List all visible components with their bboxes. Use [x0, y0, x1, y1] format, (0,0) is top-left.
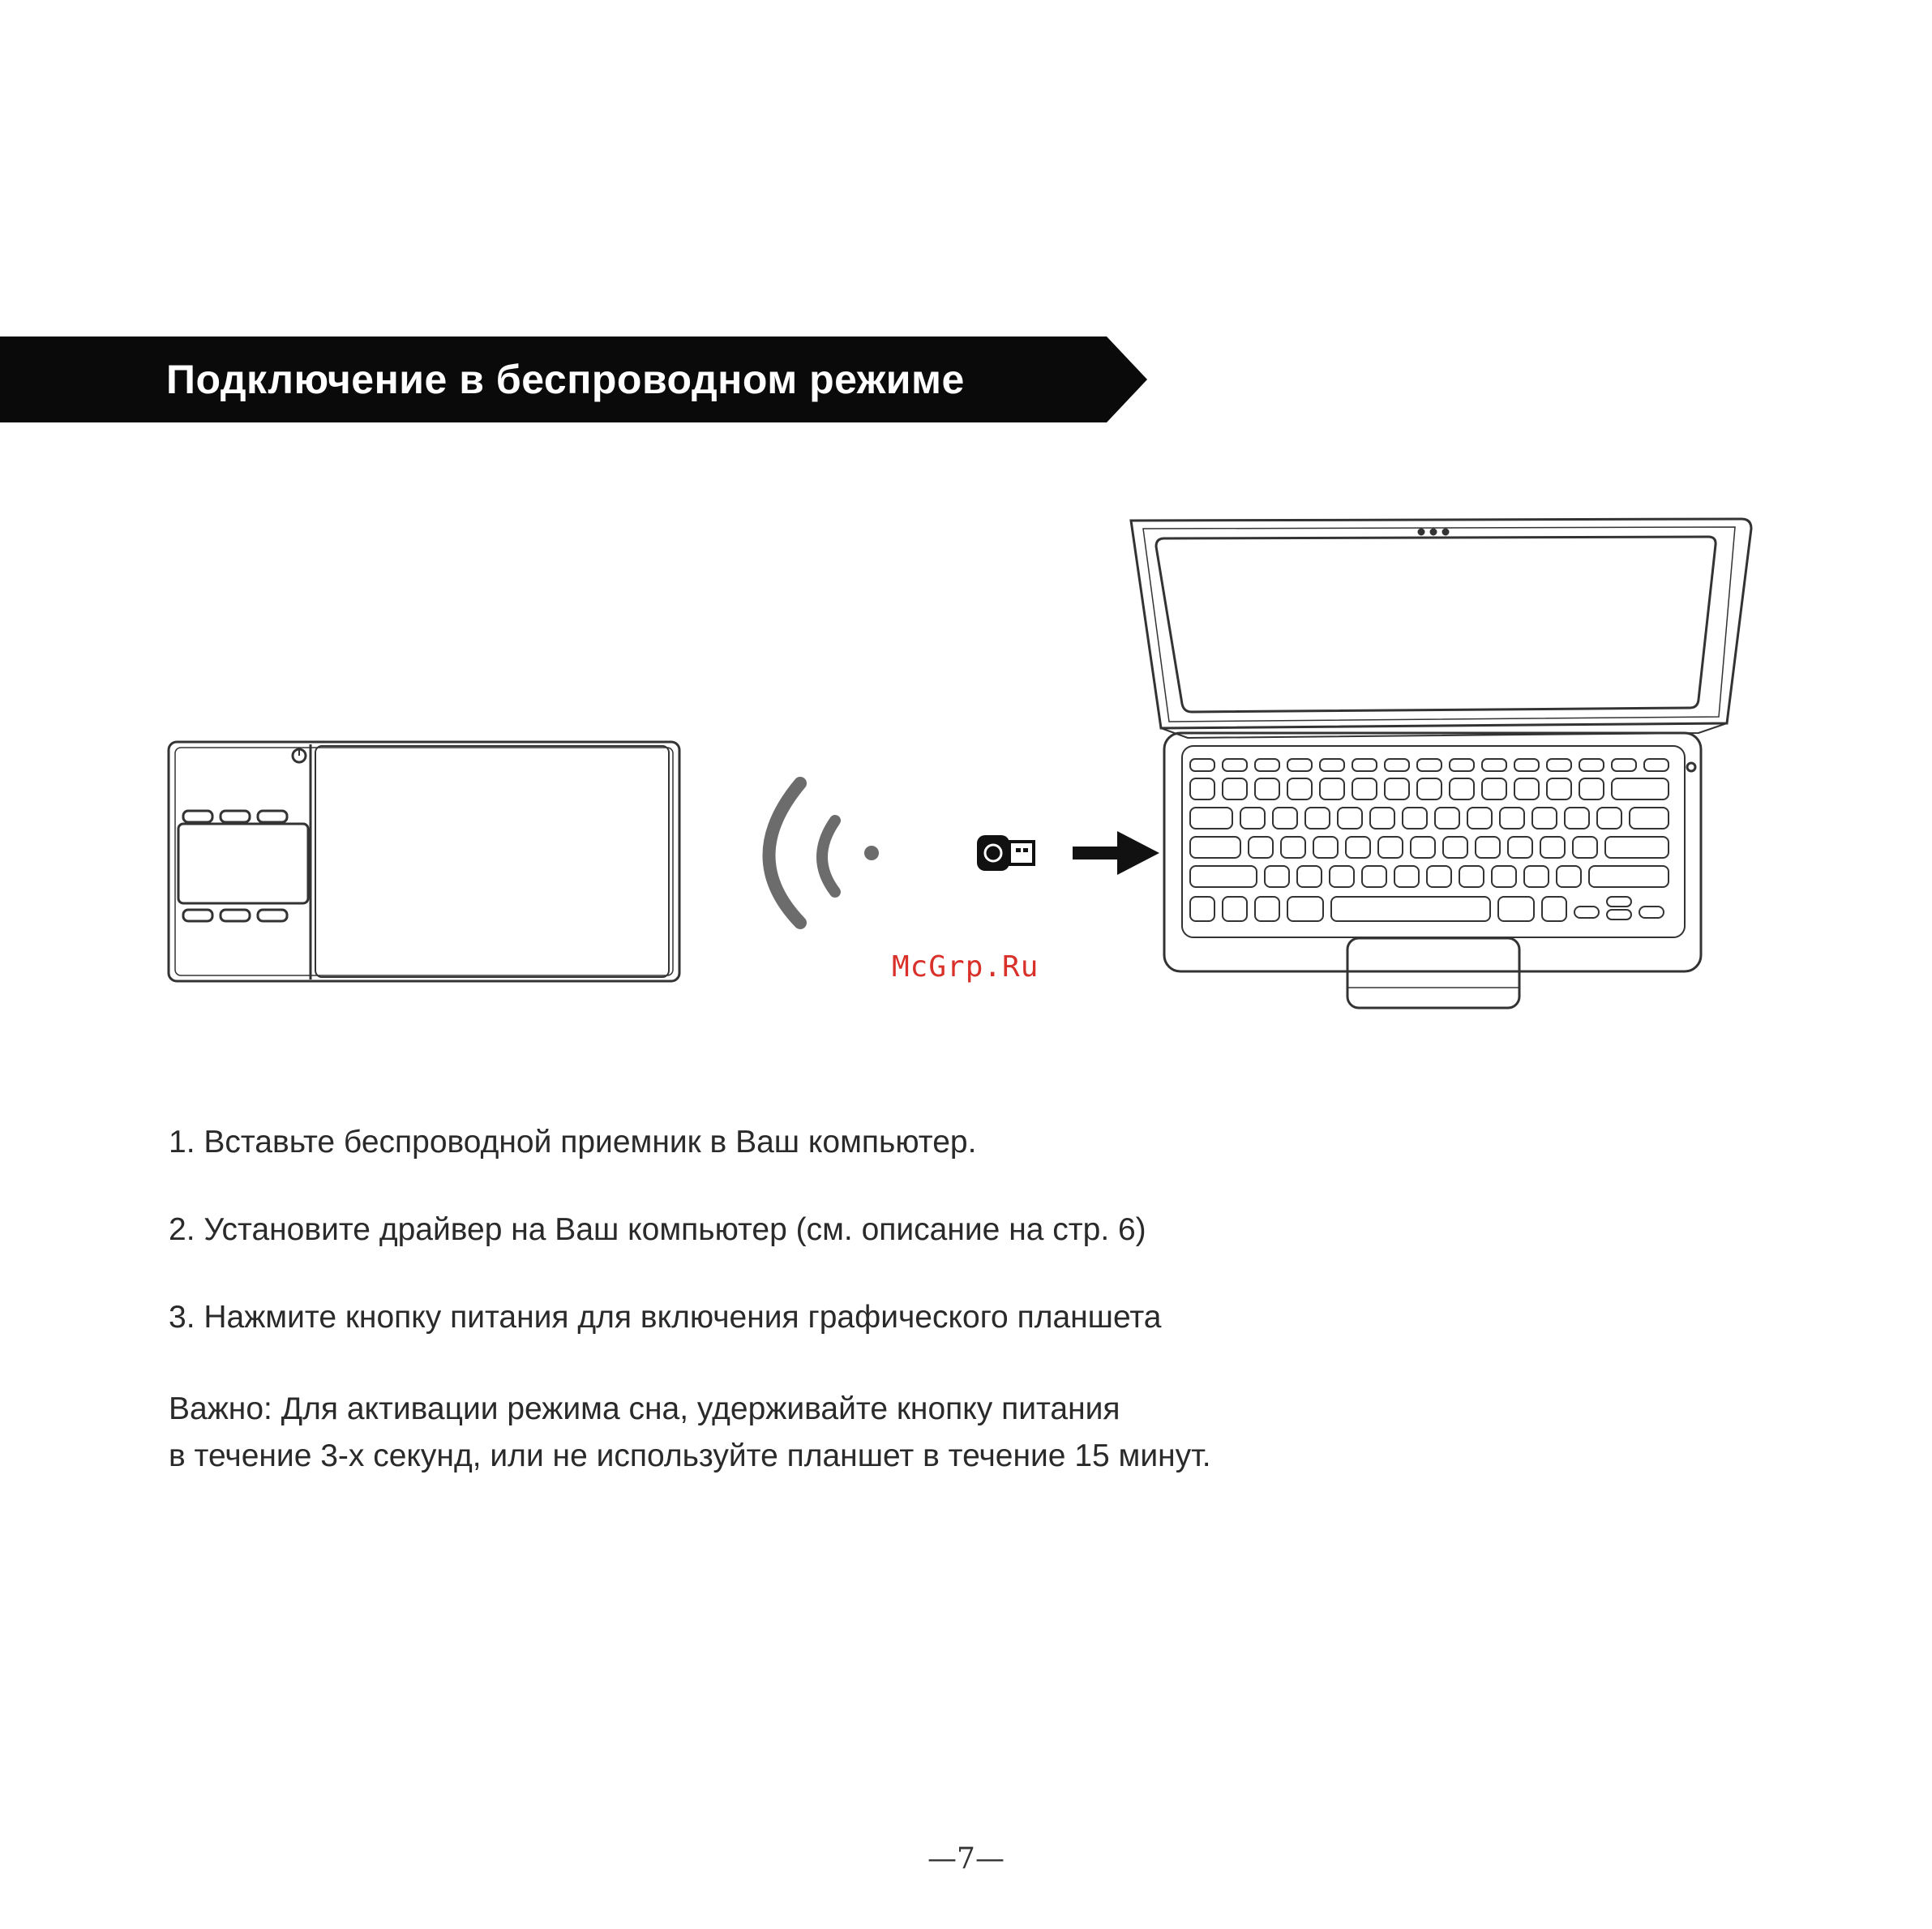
instruction-step-3: 3. Нажмите кнопку питания для включения графического планшета	[169, 1300, 1162, 1335]
note-line-2: в течение 3-х секунд, или не используйте планшет в течение 15 минут.	[169, 1438, 1211, 1473]
usb-receiver-icon	[977, 835, 1034, 871]
wireless-connection-illustration	[0, 487, 1932, 1078]
wireless-signal-icon	[769, 783, 880, 923]
laptop-icon	[1131, 519, 1751, 1008]
arrow-right-icon	[1073, 831, 1159, 875]
watermark-text: McGrp.Ru	[892, 950, 1039, 984]
instruction-step-2: 2. Установите драйвер на Ваш компьютер (см. описание на стр. 6)	[169, 1212, 1146, 1247]
important-note	[169, 1386, 1790, 1480]
note-line-1: Важно: Для активации режима сна, удерживайте кнопку питания	[169, 1391, 1120, 1426]
section-title: Подключение в беспроводном режиме	[166, 357, 965, 402]
instructions	[169, 1123, 1790, 1480]
page-number: —7—	[927, 1842, 1005, 1875]
instruction-step-1: 1. Вставьте беспроводной приемник в Ваш компьютер.	[169, 1125, 977, 1160]
section-header-banner	[0, 337, 1151, 422]
graphics-tablet-icon	[169, 742, 679, 981]
